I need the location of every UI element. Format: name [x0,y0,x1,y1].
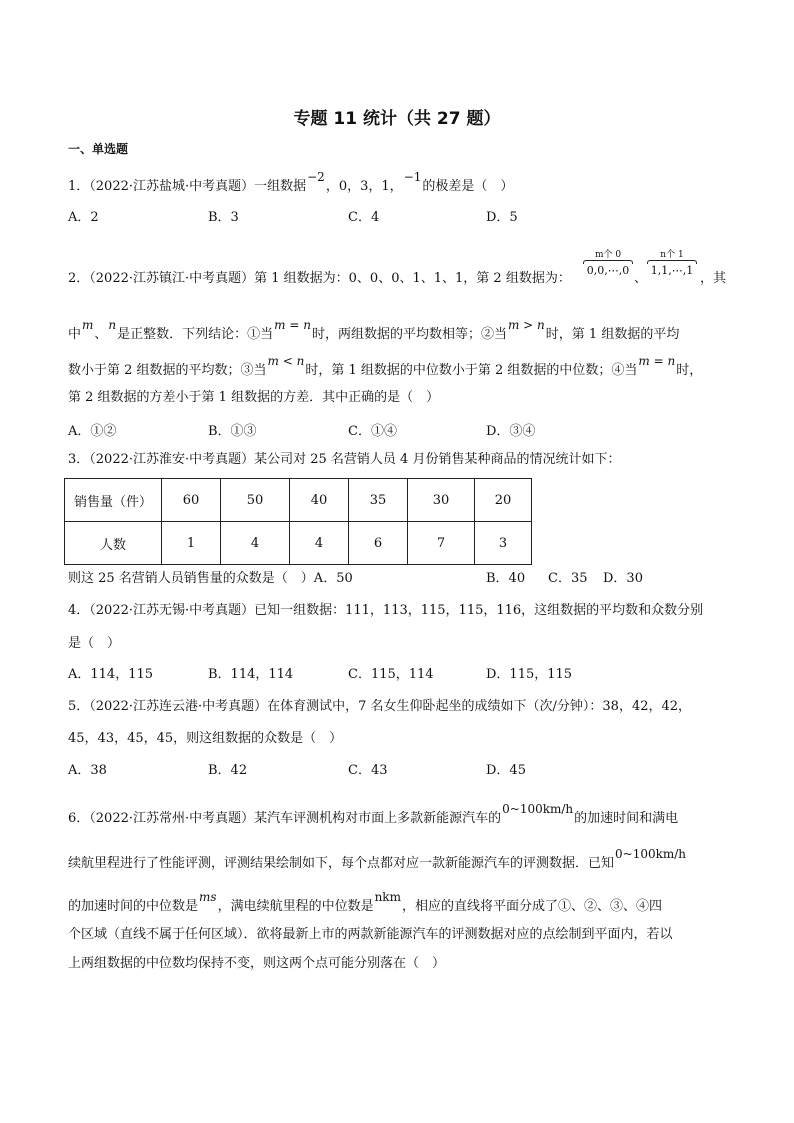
table-cell: 4 [221,522,290,565]
q2-math-m: m [82,318,94,332]
q2-option-b[interactable]: B．①③ [208,424,257,439]
q1-option-b[interactable]: B．3 [208,210,239,225]
q2-brace-1-label: m个 0 [594,250,622,260]
q4-option-a[interactable]: A．114，115 [68,667,154,682]
q6-text-1b: 的加速时间和满电 [574,811,679,826]
q2-math-n: n [108,318,117,332]
q1-text: 1．（2022·江苏盐城·中考真题）一组数据 [68,179,307,194]
table-cell: 40 [290,479,349,522]
q2-line-1-end: ，其 [700,271,727,286]
q1-option-d[interactable]: D．5 [486,210,518,225]
question-4-line-2: 是（ ） [68,636,121,651]
q2-text-2e: 时，第 1 组数据的平均 [545,327,680,342]
q2-math-eq-2: m = n [638,354,676,368]
q2-text-1: 2．（2022·江苏镇江·中考真题）第 1 组数据为：0、0、0、1、1、1，第 2 组数据为： [68,271,571,286]
q2-text-3b: 时，第 1 组数据的中位数小于第 2 组数据的中位数；④当 [305,363,638,378]
table-cell: 7 [408,522,475,565]
q2-separator: 、 [634,271,648,286]
q4-option-c[interactable]: C．115，114 [348,667,434,682]
question-2-line-1 [68,271,571,287]
q1-option-c[interactable]: C．4 [348,210,380,225]
question-6-line-4: 个区域（直线不属于任何区域）．欲将最新上市的两款新能源汽车的评测数据对应的点绘制到平面内，若以 [68,927,673,942]
q6-text-2: 续航里程进行了性能评测，评测结果绘制如下，每个点都对应一款新能源汽车的评测数据．已知 [68,856,615,871]
question-6-line-5: 上两组数据的中位数均保持不变，则这两个点可能分别落在（ ） [68,956,446,971]
q6-math-ms: ms [199,890,217,904]
table-cell: 35 [349,479,408,522]
question-3-stem: 3．（2022·江苏淮安·中考真题）某公司对 25 名营销人员 4 月份销售某种商品的情况统计如下： [68,452,621,467]
q5-option-a[interactable]: A．38 [68,763,107,778]
question-2-line-4: 第 2 组数据的方差小于第 1 组数据的方差．其中正确的是（ ） [68,390,440,405]
table-cell: 60 [162,479,221,522]
q2-math-lt: m < n [267,354,305,368]
q1-math-1: −2 [307,170,325,184]
question-3-ask: 则这 25 名营销人员销售量的众数是（ ）A．50 [68,571,353,586]
q1-text-mid: ，0，3，1， [325,179,403,194]
q2-option-d[interactable]: D．③④ [486,424,536,439]
sales-table [64,478,532,565]
table-header-cell: 人数 [65,522,162,565]
q3-option-b[interactable]: B．40 [486,571,526,586]
q2-math-eq-1: m = n [274,318,311,332]
q5-option-c[interactable]: C．43 [348,763,388,778]
q2-brace-2-label: n个 1 [660,250,684,260]
q6-text-3b: ，满电续航里程的中位数是 [217,899,374,914]
q2-option-a[interactable]: A．①② [68,424,117,439]
table-cell: 6 [349,522,408,565]
q1-option-a[interactable]: A．2 [68,210,99,225]
table-cell: 3 [475,522,532,565]
q6-math-speed-1: 0~100km/h [502,802,574,816]
table-cell: 50 [221,479,290,522]
table-cell: 30 [408,479,475,522]
question-6-line-1 [68,802,679,827]
q2-brace-group-1 [583,247,633,277]
question-6-line-2 [68,847,687,872]
page-title: 专题 11 统计（共 27 题） [293,109,501,129]
q4-option-d[interactable]: D．115，115 [486,667,573,682]
question-2-line-2 [68,318,680,343]
q2-text-2d: 时，两组数据的平均数相等；②当 [311,327,507,342]
table-cell: 20 [475,479,532,522]
q6-text-3a: 的加速时间的中位数是 [68,899,199,914]
q4-option-b[interactable]: B．114，114 [208,667,294,682]
q2-brace-2-body: 1,1,⋯,1 [650,264,694,277]
question-5-line-1: 5．（2022·江苏连云港·中考真题）在体育测试中，7 名女生仰卧起坐的成绩如下（次/分钟）：38，42，42， [68,699,692,714]
q5-option-b[interactable]: B．42 [208,763,248,778]
question-6-line-3 [68,890,662,915]
question-4-line-1: 4．（2022·江苏无锡·中考真题）已知一组数据：111，113，115，115，116，这组数据的平均数和众数分别 [68,603,704,618]
table-cell: 1 [162,522,221,565]
section-heading: 一、单选题 [68,142,129,156]
q1-math-2: −1 [403,170,422,184]
q2-brace-group-2 [647,247,697,277]
q6-math-nkm: nkm [374,890,401,904]
table-row [65,522,532,565]
q5-option-d[interactable]: D．45 [486,763,526,778]
table-cell: 4 [290,522,349,565]
q1-text-end: 的极差是（ ） [422,179,514,194]
q6-text-1: 6．（2022·江苏常州·中考真题）某汽车评测机构对市面上多款新能源汽车的 [68,811,502,826]
q2-text-2c: 是正整数．下列结论：①当 [117,327,274,342]
q2-brace-1-body: 0,0,⋯,0 [586,264,630,277]
q6-math-speed-2: 0~100km/h [615,847,687,861]
q6-text-3c: ，相应的直线将平面分成了①、②、③、④四 [401,899,662,914]
table-row [65,479,532,522]
q2-text-2a: 中 [68,327,82,342]
question-5-line-2: 45，43，45，45，则这组数据的众数是（ ） [68,731,343,746]
q3-option-c[interactable]: C．35 [548,571,588,586]
question-2-line-3 [68,354,703,379]
q2-text-3a: 数小于第 2 组数据的平均数；③当 [68,363,267,378]
q3-option-d[interactable]: D．30 [603,571,643,586]
q2-math-gt: m > n [507,318,545,332]
q2-text-2b: 、 [94,327,108,342]
q2-option-c[interactable]: C．①④ [348,424,397,439]
question-1-stem [68,170,514,195]
table-header-cell: 销售量（件） [65,479,162,522]
q2-text-3c: 时， [676,363,703,378]
